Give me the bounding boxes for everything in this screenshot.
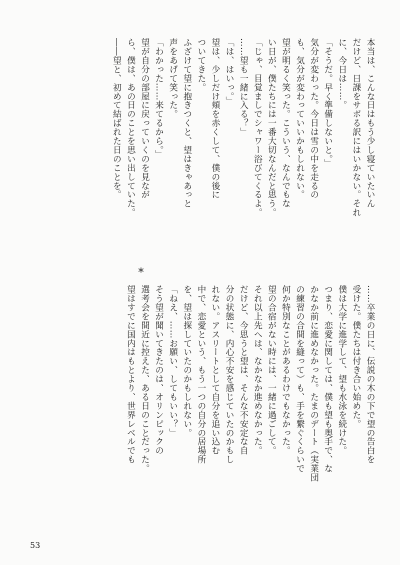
scene-break-asterisk: * [138, 266, 144, 279]
text-line: だけど、日課をサボる訳にはいかない。それ [350, 38, 361, 217]
text-line: ……望も一緒に入る？」 [238, 38, 249, 137]
text-line: かなか前に進めなかった。たまのデート（実業団 [308, 285, 319, 482]
text-line: を、望は探していたのかもしれない。 [181, 285, 192, 438]
text-line: 中で、恋愛という、もう一つの自分の居場所 [195, 285, 206, 464]
text-line: 「わかった……来てるから。」 [153, 38, 164, 159]
text-line: 分の状態に、内心不安を感じていたのかもし [224, 285, 235, 464]
text-line: 望が自分の部屋に戻っていくのを見なが [139, 38, 150, 200]
text-line: ふざけて望に抱きつくと、望はきゃあっと [181, 38, 192, 209]
text-line: それ以上先へは、なかなか進めなかった。 [252, 285, 263, 456]
text-line: 受けた。僕たちは付き合い始めた。 [350, 285, 361, 429]
text-line: 気分が変わった。今日は雪の中を走るの [308, 38, 319, 200]
text-line: れない。アスリートとして自分を追い込む [209, 285, 220, 456]
page-number: 53 [30, 541, 41, 550]
text-line: ――望と、初めて結ばれた日のことを。 [111, 38, 122, 200]
text-line: の練習の合間を縫って）も、手を繋ぐくらいで [294, 285, 305, 473]
text-line: 望はすでに国内はもとより、世界レベルでも [125, 285, 136, 464]
text-line: も、気分が変わっていいかもしれない。 [294, 38, 305, 200]
text-line: だけど、今思うと望は、そんな不安定な自 [238, 285, 249, 456]
text-line: 選考会を間近に控えた、ある日のことだった。 [139, 285, 150, 473]
text-line: 望は、少しだけ頬を赤くして、僕の後に [209, 38, 220, 200]
text-block-lower [47, 285, 377, 513]
text-line: ら、僕は、あの日のことを思い出していた。 [125, 38, 136, 217]
text-line: ……卒業の日に、伝説の木の下で望の告白を [365, 285, 375, 464]
text-line: 本当は、こんな日はもう少し寝ていたいん [365, 38, 375, 209]
text-line: つまり、恋愛に関しては、僕も望も奥手で、な [322, 285, 333, 473]
text-line: 「じゃ、目覚ましでシャワー浴びてくるよ。 [252, 38, 263, 217]
text-block-upper [47, 38, 377, 266]
text-line: 何か特別なことがあるわけでもなかった。 [280, 285, 291, 456]
text-line: そう望が聞いてきたのは、オリンピックの [153, 285, 164, 456]
text-line: 「ねえ、……お願い、してもいい？」 [167, 285, 178, 438]
text-line: 僕は大学に進学して、望も水泳を続けた。 [336, 285, 347, 456]
text-line: 「そうだ。早く準備しないと。」 [322, 38, 333, 168]
text-line: ついてきた。 [195, 38, 206, 92]
text-line: 望が明るく笑った。こういう、なんでもな [280, 38, 291, 209]
text-line: 「は、はいっ。」 [224, 38, 235, 106]
text-line: に、今日は……。 [336, 38, 347, 110]
text-line: い日が、僕たちには一番大切なんだと思う。 [266, 38, 277, 217]
text-line: 望の合宿がない時には、一緒に過ごして。 [266, 285, 277, 456]
text-line: 声をあげて笑った。 [167, 38, 178, 119]
